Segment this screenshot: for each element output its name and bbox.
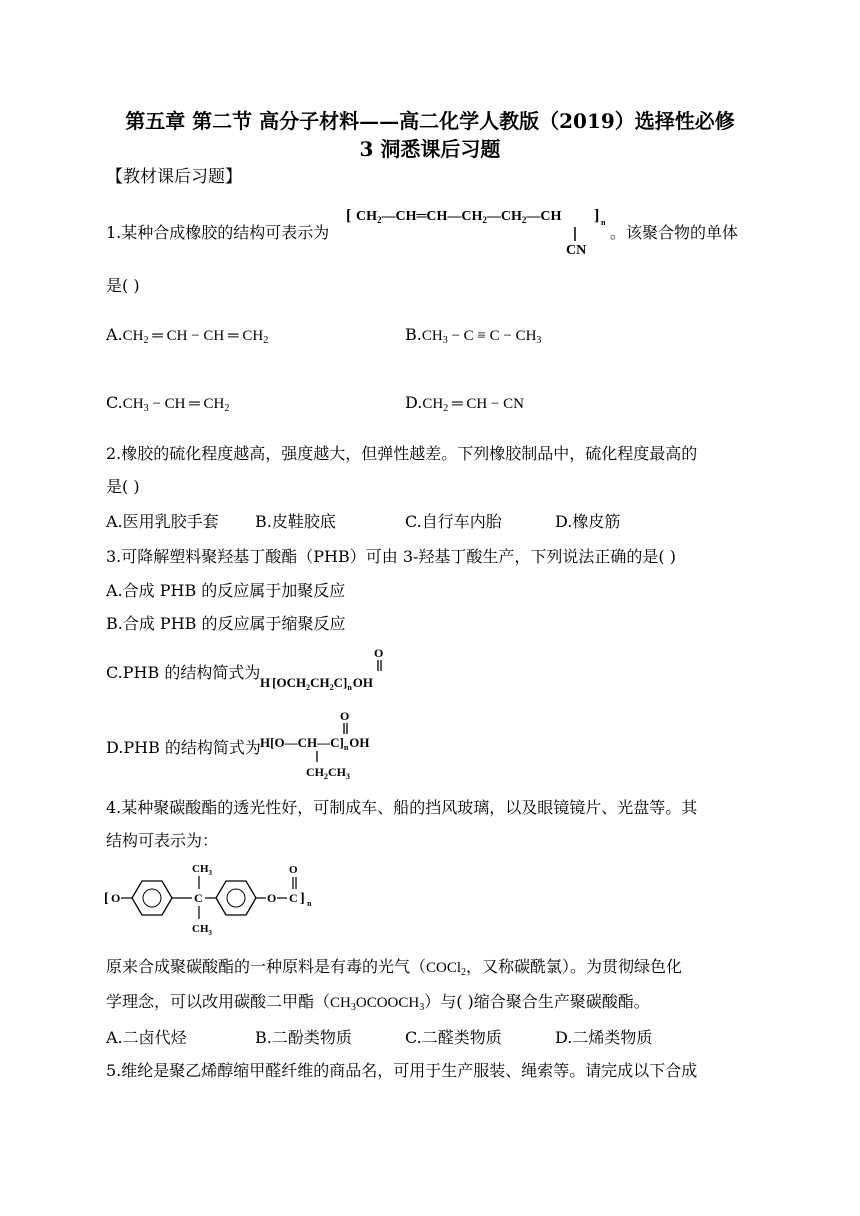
q3d-formula: $H[O—CH—C]_nOH$	[260, 735, 370, 752]
page-title-line2: 3 洞悉课后习题	[359, 137, 501, 161]
q4-polycarbonate-structure	[104, 858, 324, 938]
q1-option-d[interactable]: $D.CH_2$ ═ CH − CN	[405, 393, 524, 414]
bracket-left: [	[346, 207, 352, 224]
q1-main-chain: $CH_2—CH═CH—CH_2—CH_2—CH$	[356, 209, 562, 225]
q2-option-a[interactable]: A.医用乳胶手套	[106, 512, 219, 531]
q2-line1: 2.橡胶的硫化程度越高，强度越大，但弹性越差。下列橡胶制品中，硫化程度最高的	[106, 444, 698, 463]
q3-option-c[interactable]: C.PHB 的结构简式为	[106, 663, 261, 682]
q3c-formula: H $[OCH_2CH_2C]_nOH$	[260, 675, 374, 692]
q4-c-right: C	[289, 891, 298, 905]
q1-option-c[interactable]: $C.CH_3$ − CH ═ $CH_2$	[106, 393, 230, 414]
q2-option-c[interactable]: C.自行车内胎	[405, 512, 502, 531]
q4-option-b[interactable]: B.二酚类物质	[255, 1028, 352, 1047]
benzene-ring-left-circle	[143, 889, 161, 907]
q4-option-d[interactable]: D.二烯类物质	[555, 1028, 653, 1047]
q1-prefix: 1.某种合成橡胶的结构可表示为	[106, 223, 330, 242]
q1-option-a[interactable]: $A.CH_2$ ═ CH − CH ═ $CH_2$	[106, 325, 269, 346]
q1-option-b[interactable]: $B.CH_3 - C \equiv C - CH_3$	[405, 325, 542, 346]
q2-option-d[interactable]: D.橡皮筋	[555, 512, 621, 531]
q3-option-a[interactable]: A.合成 PHB 的反应属于加聚反应	[106, 581, 346, 600]
q3-c-structure-figure	[258, 643, 428, 695]
q3-stem: 3.可降解塑料聚羟基丁酸酯（PHB）可由 3-羟基丁酸生产，下列说法正确的是( )	[106, 547, 676, 566]
q4-line1: 4.某种聚碳酸酯的透光性好，可制成车、船的挡风玻璃，以及眼镜镜片、光盘等。其	[106, 798, 698, 817]
q1-line2: 是( )	[106, 276, 140, 295]
q4-option-a[interactable]: A.二卤代烃	[106, 1028, 187, 1047]
q4-text1: 原来合成聚碳酸酯的一种原料是有毒的光气（COCl$_2$，又称碳酰氯）。为贯彻绿色化	[106, 957, 683, 978]
benzene-ring-left	[132, 881, 172, 915]
benzene-ring-right-circle	[227, 889, 245, 907]
q3-option-b[interactable]: B.合成 PHB 的反应属于缩聚反应	[106, 614, 346, 633]
q1-branch-cn: CN	[566, 243, 587, 258]
q4-o-top: O	[289, 864, 298, 876]
q4-bracket-left: [	[104, 891, 109, 906]
q4-option-c[interactable]: C.二醛类物质	[405, 1028, 502, 1047]
page-title-line1: 第五章 第二节 高分子材料——高二化学人教版（2019）选择性必修	[125, 109, 735, 133]
q4-ch3-bottom: $CH_3$	[192, 923, 212, 937]
q1-suffix: 。该聚合物的单体	[610, 223, 739, 242]
section-heading: 【教材课后习题】	[106, 167, 242, 187]
q1-n: n	[601, 218, 606, 227]
q4-o-left: O	[111, 891, 121, 905]
q4-n: n	[307, 899, 312, 908]
q1-structure-figure	[344, 198, 609, 260]
q4-line2: 结构可表示为：	[106, 831, 219, 850]
q3d-carbonyl-o: O	[340, 709, 350, 723]
q3-d-structure-figure	[258, 704, 388, 780]
q2-option-b[interactable]: B.皮鞋胶底	[255, 512, 336, 531]
q4-ch3-top: $CH_3$	[192, 863, 212, 877]
q3d-branch: $CH_2CH_3$	[306, 765, 350, 780]
q4-o-right: O	[267, 891, 277, 905]
q4-c-mid: C	[194, 891, 203, 905]
q4-text2: 学理念，可以改用碳酸二甲酯$(CH_3OCOOCH_3)$与( )缩合聚合生产聚碳酸酯。	[106, 992, 650, 1013]
q3c-carbonyl-o: O	[374, 646, 384, 660]
q2-line2: 是( )	[106, 477, 140, 496]
q3-option-d[interactable]: D.PHB 的结构简式为	[106, 738, 261, 757]
benzene-ring-right	[216, 881, 256, 915]
bracket-right: ]	[594, 207, 600, 224]
q4-bracket-right: ]	[300, 891, 305, 906]
q5-line1: 5.维纶是聚乙烯醇缩甲醛纤维的商品名，可用于生产服装、绳索等。请完成以下合成	[106, 1061, 698, 1080]
